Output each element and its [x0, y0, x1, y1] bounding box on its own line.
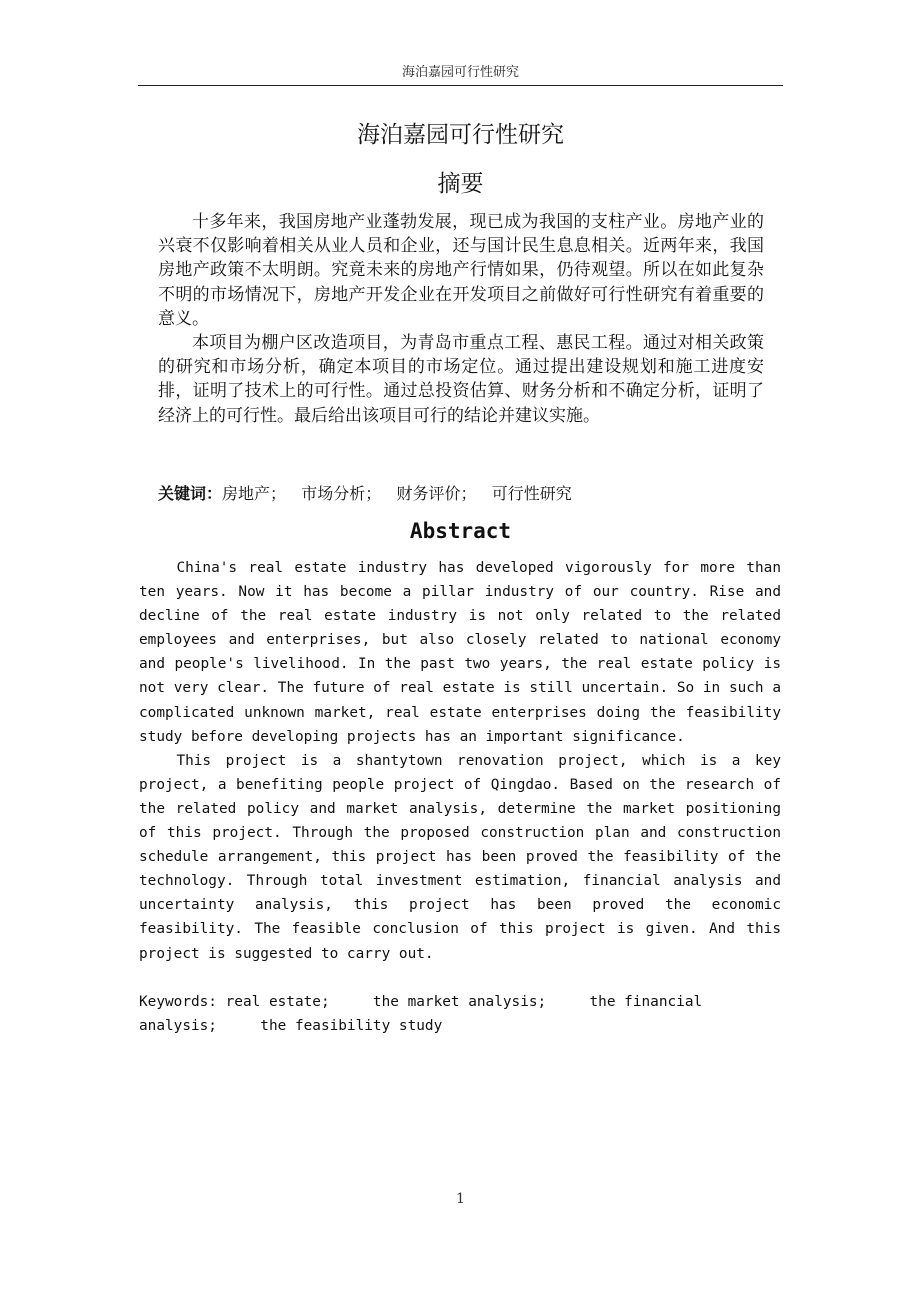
chinese-keywords-list: 房地产； 市场分析； 财务评价； 可行性研究	[222, 484, 572, 503]
english-abstract-heading: Abstract	[409, 519, 512, 543]
chinese-abstract-body	[158, 210, 764, 428]
english-abstract-paragraph: This project is a shantytown renovation project, which is a key project, a benefiting people project of Qingdao. Based on the research of the related policy and market analysis, determine the market positioning of this project. Through the proposed construction plan and construction schedule arrangement, this project has been proved the feasibility of the technology. Through total investment estimation, financial analysis and uncertainty analysis, this project has been proved the economic feasibility. The feasible conclusion of this project is given. And this project is suggested to carry out.	[139, 752, 781, 962]
chinese-abstract-paragraph: 本项目为棚户区改造项目，为青岛市重点工程、惠民工程。通过对相关政策的研究和市场分析，确定本项目的市场定位。通过提出建设规划和施工进度安排，证明了技术上的可行性。通过总投资估算、财务分析和不确定分析，证明了经济上的可行性。最后给出该项目可行的结论并建议实施。	[158, 333, 764, 426]
english-keywords: Keywords: real estate; the market analysis; the financial analysis; the feasibility study	[139, 994, 711, 1035]
chinese-abstract-heading: 摘要	[437, 171, 484, 197]
running-header: 海泊嘉园可行性研究	[401, 65, 519, 80]
header-divider	[138, 85, 783, 86]
english-abstract-paragraph: China's real estate industry has developed vigorously for more than ten years. Now it has become a pillar industry of our country. Rise and decline of the real estate industry is not only related to the related employees and enterprises, but also closely related to national economy and people's livelihood. In the past two years, the real estate policy is not very clear. The future of real estate is still uncertain. So in such a complicated unknown market, real estate enterprises doing the feasibility study before developing projects has an important significance.	[139, 560, 781, 745]
document-title: 海泊嘉园可行性研究	[357, 122, 564, 148]
english-abstract-body	[139, 556, 781, 966]
chinese-keywords-label: 关键词：	[158, 484, 223, 503]
chinese-keywords	[158, 482, 778, 506]
page-number: 1	[456, 1191, 465, 1207]
chinese-abstract-paragraph: 十多年来，我国房地产业蓬勃发展，现已成为我国的支柱产业。房地产业的兴衰不仅影响着相关从业人员和企业，还与国计民生息息相关。近两年来，我国房地产政策不太明朗。究竟未来的房地产行情如果，仍待观望。所以在如此复杂不明的市场情况下，房地产开发企业在开发项目之前做好可行性研究有着重要的意义。	[158, 212, 764, 329]
